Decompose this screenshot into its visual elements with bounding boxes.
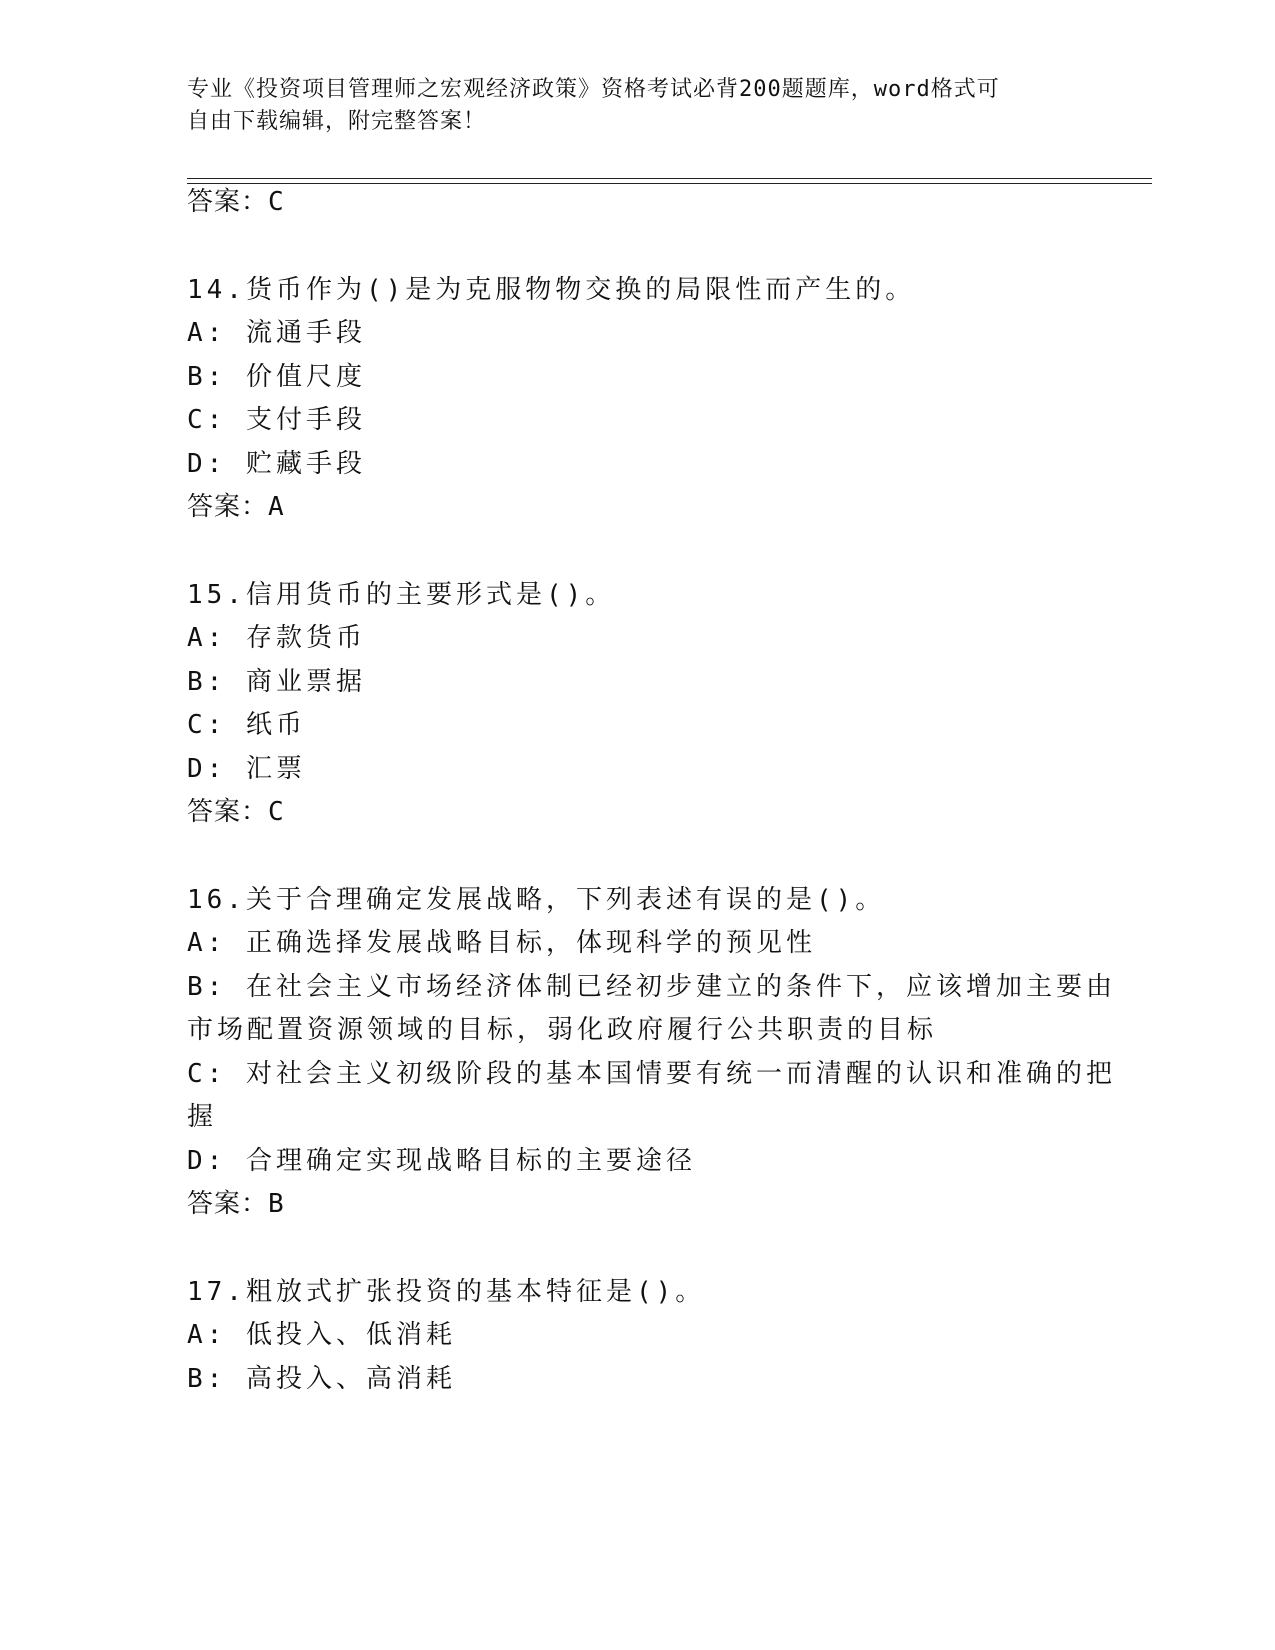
answer-label: 答案： xyxy=(187,492,269,522)
question-15-stem: 15.信用货币的主要形式是()。 xyxy=(187,580,616,610)
question-14-stem: 14.货币作为()是为克服物物交换的局限性而产生的。 xyxy=(187,275,916,305)
question-14-answer xyxy=(187,489,1087,525)
question-16-option-c: C: 对社会主义初级阶段的基本国情要有统一而清醒的认识和准确的把 xyxy=(187,1059,1116,1089)
answer-value: C xyxy=(268,187,285,217)
question-15-option-c: C: 纸币 xyxy=(187,710,306,740)
answer-value: A xyxy=(268,492,285,522)
answer-value: B xyxy=(268,1189,285,1219)
question-17-stem: 17.粗放式扩张投资的基本特征是()。 xyxy=(187,1277,706,1307)
question-16-stem: 16.关于合理确定发展战略，下列表述有误的是()。 xyxy=(187,885,886,915)
document-header xyxy=(187,74,1087,138)
question-14-option-c: C: 支付手段 xyxy=(187,405,366,435)
answer-label: 答案： xyxy=(187,797,269,827)
question-14-option-b: B: 价值尺度 xyxy=(187,362,366,392)
answer-label: 答案： xyxy=(187,187,269,217)
question-14-option-a: A: 流通手段 xyxy=(187,318,366,348)
question-15-answer xyxy=(187,794,1087,830)
question-16-option-c-cont: 握 xyxy=(187,1102,218,1132)
question-17-option-b: B: 高投入、高消耗 xyxy=(187,1364,456,1394)
answer-label: 答案： xyxy=(187,1189,269,1219)
header-line-1: 专业《投资项目管理师之宏观经济政策》资格考试必背200题题库，word格式可 xyxy=(187,77,1000,102)
question-15-option-b: B: 商业票据 xyxy=(187,667,366,697)
question-16-option-a: A: 正确选择发展战略目标，体现科学的预见性 xyxy=(187,928,816,958)
answer-value: C xyxy=(268,797,285,827)
question-16-option-d: D: 合理确定实现战略目标的主要途径 xyxy=(187,1146,696,1176)
question-16-answer xyxy=(187,1186,1087,1222)
header-line-2: 自由下载编辑，附完整答案！ xyxy=(187,109,487,134)
header-divider-top xyxy=(187,178,1152,179)
question-17-option-a: A: 低投入、低消耗 xyxy=(187,1320,456,1350)
answer-prev xyxy=(187,184,1087,220)
question-15-option-a: A: 存款货币 xyxy=(187,623,366,653)
question-16-option-b-cont: 市场配置资源领域的目标，弱化政府履行公共职责的目标 xyxy=(187,1015,938,1045)
question-14-option-d: D: 贮藏手段 xyxy=(187,449,366,479)
question-16-option-b: B: 在社会主义市场经济体制已经初步建立的条件下，应该增加主要由 xyxy=(187,972,1116,1002)
question-15-option-d: D: 汇票 xyxy=(187,754,306,784)
